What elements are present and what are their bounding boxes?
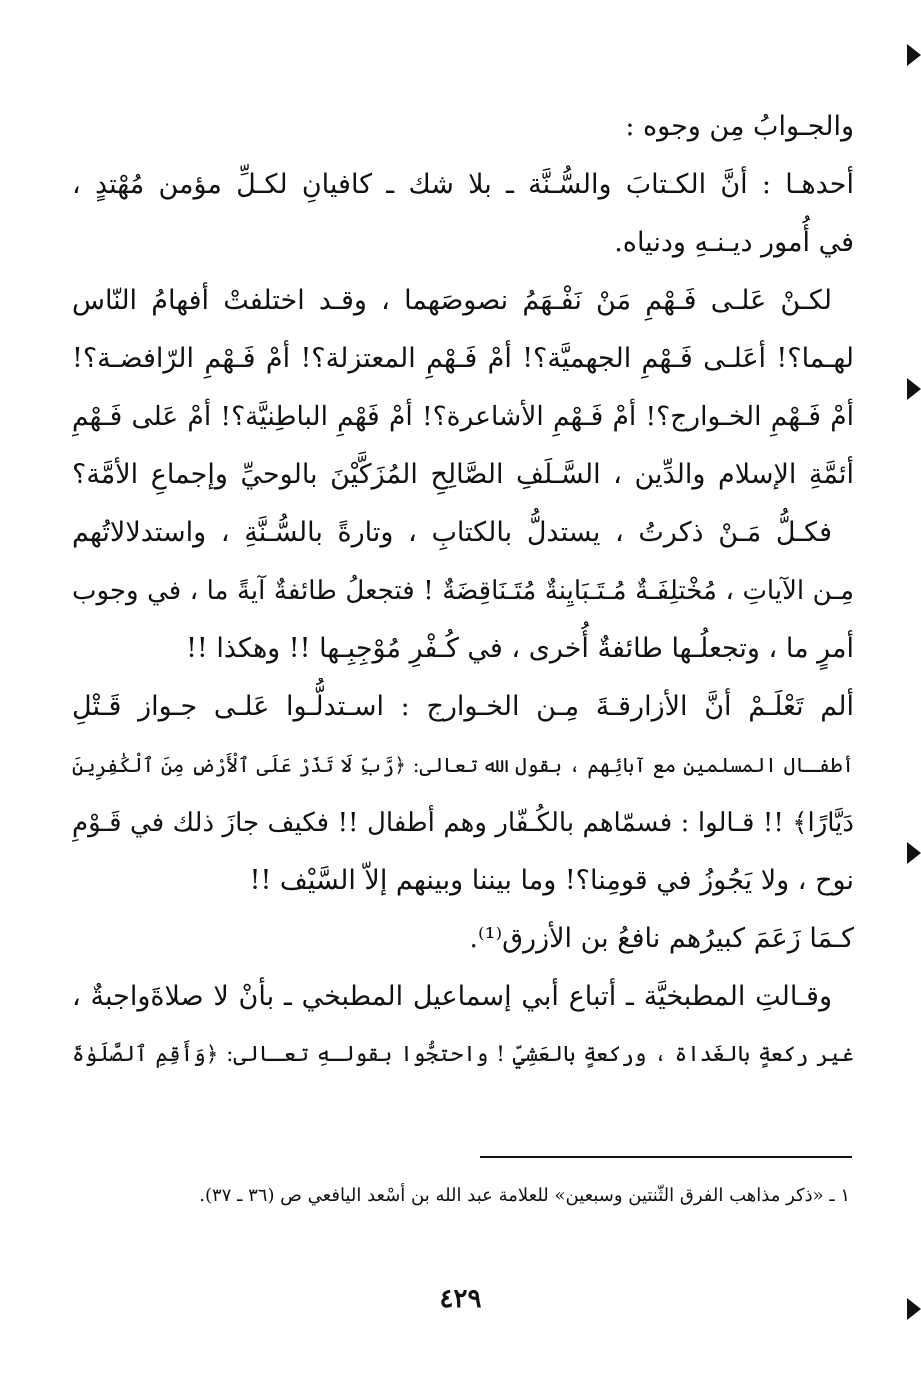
page-edge-mark <box>907 44 921 66</box>
text-line: وقـالتِ المطبخيَّة ـ أتباع أبي إسماعيل المطبخي ـ بأنْ لا صلاةَواجبةٌ ، <box>72 981 832 1012</box>
text-line: فكـلُّ مَـنْ ذكرتُ ، يستدلُّ بالكتابِ ، وتارةً بالسُّـنَّةِ ، واستدلالاتُهم <box>72 517 832 548</box>
text-line: أمْ فَـهْمِ الخـوارج؟! أمْ فَـهْمِ الأشاعرة؟! أمْ فَهْمِ الباطِنيَّة؟! أمْ عَلى فَـهْمِ <box>72 401 854 432</box>
main-text <box>72 98 854 1084</box>
text-line: في أُمور ديـنـهِ ودنياه. <box>614 227 854 258</box>
text-line: دَيَّارًا﴾ !! قـالوا : فسمّاهم بالكُـفّار وهم أطفال !! فكيف جازَ ذلك في قَـوْمِ <box>72 808 854 838</box>
text-line: أئمَّةِ الإسلام والدِّين ، السَّـلَفِ الصَّالِحِ المُزَكَّيْنَ بالوحيِّ وإجماعِ الأمَّة؟ <box>72 459 854 490</box>
footnote: ١ ـ «ذكر مذاهب الفرق الثّنتين وسبعين» للعلامة عبد الله بن أسْعد اليافعي ص (٣٦ ـ ٣٧). <box>199 1185 850 1206</box>
text-line: أمرٍ ما ، وتجعلُـها طائفةٌ أُخرى ، في كُـفْرِ مُوْجِبِـها !! وهكذا !! <box>186 633 854 664</box>
text-line: أطفـال المسلمين مع آبائِهم ، بقول الله تعالى: ﴿رَّبِّ لَا تَذَرْ عَلَى ٱلْأَرْضِ مِنَ ٱلْكَٰفِرِينَ <box>72 753 854 777</box>
page-edge-mark <box>907 842 921 864</box>
text-line: مِـن الآياتِ ، مُخْتلِفَـةٌ مُـتَـبَايِنةٌ مُتَـنَاقِضَةٌ ! فتجعلُ طائفةٌ آيةً ما ، في وجوب <box>72 576 854 606</box>
footnote-separator <box>480 1156 852 1158</box>
text-line: أحدهـا : أنَّ الكـتابَ والسُّـنَّة ـ بلا شك ـ كافيانِ لكـلِّ مؤمن مُهْتدٍ ، <box>72 169 854 200</box>
text-line: لكـنْ عَلـى فَـهْمِ مَنْ نَفْـهَمُ نصوصَهما ، وقـد اختلفتْ أفهامُ النّاس <box>72 285 832 316</box>
page-edge-mark <box>907 378 921 400</box>
text-line: نوح ، ولا يَجُوزُ في قومِنا؟! وما بيننا وبينهم إلاّ السَّيْف !! <box>249 865 854 896</box>
text-line: لهـما؟! أعَلـى فَـهْمِ الجهميَّة؟! أمْ فَـهْمِ المعتزلة؟! أمْ فَـهْمِ الرّافضـة؟! <box>72 343 854 374</box>
text-line: والجـوابُ مِن وجوه : <box>625 111 854 142</box>
text-line: كـمَا زَعَمَ كبيرُهم نافعُ بن الأزرق⁽¹⁾. <box>469 923 854 954</box>
page-number: ٤٢٩ <box>439 1284 482 1314</box>
text-line: غير ركعةٍ بالغَداة ، وركعةٍ بالعَشِيِّ ! واحتجُّوا بقولـهِ تعـالى: ﴿وَأَقِمِ ٱلصَّلَوٰةَ <box>72 1042 854 1067</box>
text-line: ألم تَعْلَـمْ أنَّ الأزارقـةَ مِـن الخـوارج : اسـتدلُّـوا عَلـى جـواز قَـتْلِ <box>72 691 854 722</box>
